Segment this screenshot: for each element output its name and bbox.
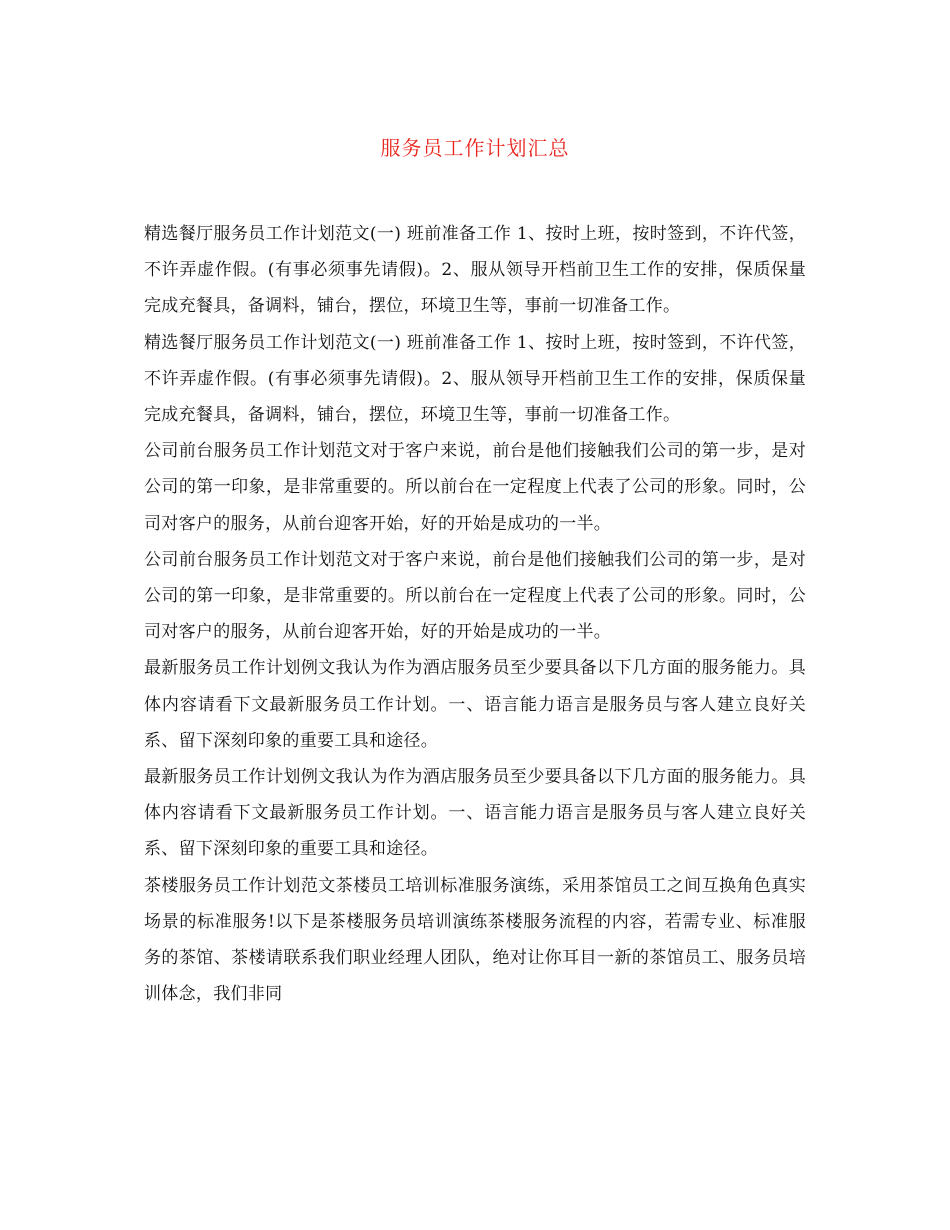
paragraph: 公司前台服务员工作计划范文对于客户来说，前台是他们接触我们公司的第一步，是对公司的第一印象，是非常重要的。所以前台在一定程度上代表了公司的形象。同时，公司对客户的服务，从前台迎客开始，好的开始是成功的一半。 [144, 549, 806, 643]
paragraph: 最新服务员工作计划例文我认为作为酒店服务员至少要具备以下几方面的服务能力。具体内容请看下文最新服务员工作计划。一、语言能力语言是服务员与客人建立良好关系、留下深刻印象的重要工具和途径。 [144, 658, 806, 751]
paragraph: 公司前台服务员工作计划范文对于客户来说，前台是他们接触我们公司的第一步，是对公司的第一印象，是非常重要的。所以前台在一定程度上代表了公司的形象。同时，公司对客户的服务，从前台迎客开始，好的开始是成功的一半。 [144, 441, 806, 534]
paragraph: 最新服务员工作计划例文我认为作为酒店服务员至少要具备以下几方面的服务能力。具体内容请看下文最新服务员工作计划。一、语言能力语言是服务员与客人建立良好关系、留下深刻印象的重要工具和途径。 [144, 767, 806, 860]
paragraph: 精选餐厅服务员工作计划范文(一) 班前准备工作 1、按时上班，按时签到，不许代签，不许弄虚作假。(有事必须事先请假)。2、服从领导开档前卫生工作的安排，保质保量完成充餐具，备调料，铺台，摆位，环境卫生等，事前一切准备工作。 [144, 332, 806, 426]
paragraph: 精选餐厅服务员工作计划范文(一) 班前准备工作 1、按时上班，按时签到，不许代签，不许弄虚作假。(有事必须事先请假)。2、服从领导开档前卫生工作的安排，保质保量完成充餐具，备调料，铺台，摆位，环境卫生等，事前一切准备工作。 [144, 224, 806, 317]
paragraph: 茶楼服务员工作计划范文茶楼员工培训标准服务演练，采用茶馆员工之间互换角色真实场景的标准服务!以下是茶楼服务员培训演练茶楼服务流程的内容，若需专业、标准服务的茶馆、茶楼请联系我们职业经理人团队，绝对让你耳目一新的茶馆员工、服务员培训体念，我们非同 [144, 875, 806, 1005]
document-title: 服务员工作计划汇总 [380, 136, 570, 160]
document-body [144, 216, 806, 1012]
